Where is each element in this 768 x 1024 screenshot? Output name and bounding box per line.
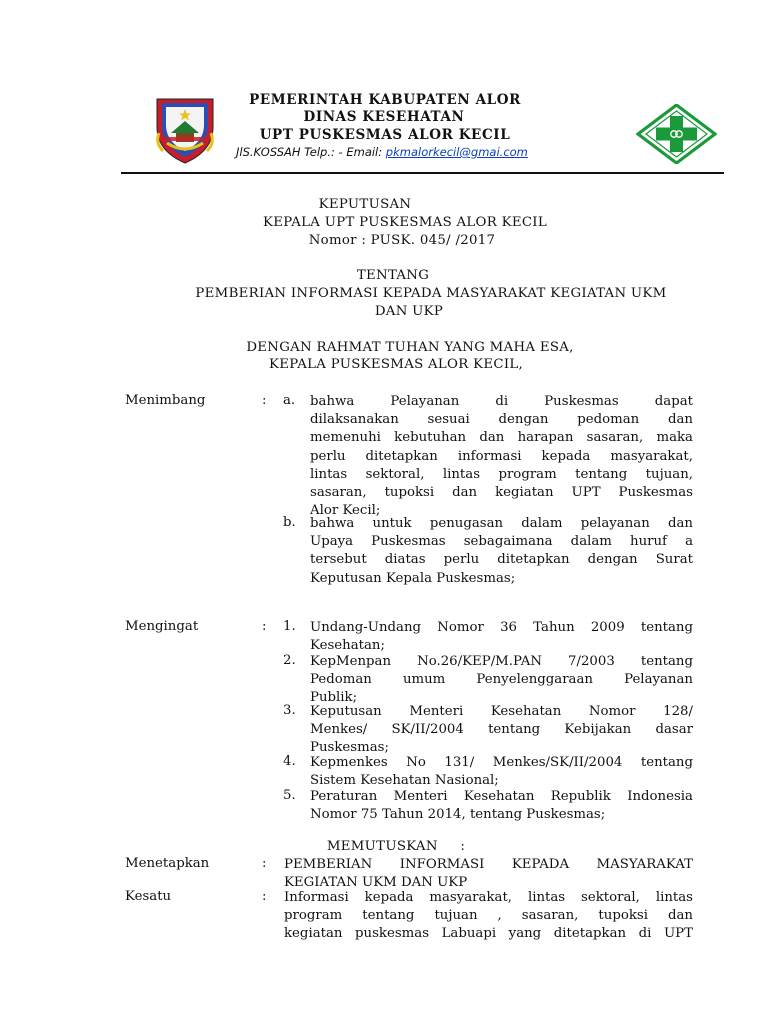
mark-a: a. bbox=[283, 393, 296, 408]
text-line: KepMenpan No.26/KEP/M.PAN 7/2003 tentang bbox=[310, 654, 693, 669]
text-line: lintas sektoral, lintas program tentang tujuan, bbox=[310, 466, 693, 482]
text-line: Keputusan Menteri Kesehatan Nomor 128/ bbox=[310, 704, 693, 719]
mark-1: 1. bbox=[283, 619, 296, 634]
colon-menetapkan: : bbox=[262, 856, 267, 871]
kesatu-text bbox=[284, 889, 693, 944]
text-line: Alor Kecil; bbox=[310, 503, 381, 519]
colon-menimbang: : bbox=[262, 393, 267, 408]
text-line: bahwa untuk penugasan dalam pelayanan dan bbox=[310, 516, 693, 531]
title-keputusan: KEPUTUSAN bbox=[318, 197, 412, 212]
mark-2: 2. bbox=[283, 653, 296, 668]
title-kepala-puskesmas: KEPALA PUSKESMAS ALOR KECIL, bbox=[268, 357, 524, 372]
contact-address: JlS.KOSSAH Telp.: - Email: bbox=[236, 145, 386, 159]
mark-4: 4. bbox=[283, 754, 296, 769]
text-line: Menkes/ SK/II/2004 tentang Kebijakan dasar bbox=[310, 722, 693, 738]
colon-mengingat: : bbox=[262, 619, 267, 634]
title-rahmat: DENGAN RAHMAT TUHAN YANG MAHA ESA, bbox=[246, 340, 574, 355]
mark-3: 3. bbox=[283, 703, 296, 718]
text-line: Upaya Puskesmas sebagaimana dalam huruf a bbox=[310, 534, 693, 550]
text-line: Peraturan Menteri Kesehatan Republik Indonesia bbox=[310, 789, 693, 804]
mengingat-item-2 bbox=[310, 653, 693, 708]
menimbang-point-a bbox=[310, 393, 693, 520]
header-institution: UPT PUSKESMAS ALOR KECIL bbox=[259, 127, 511, 143]
header-government: PEMERINTAH KABUPATEN ALOR bbox=[249, 92, 521, 108]
mengingat-item-5 bbox=[310, 788, 693, 824]
text-line: Undang-Undang Nomor 36 Tahun 2009 tentang bbox=[310, 620, 693, 635]
label-menetapkan: Menetapkan bbox=[125, 856, 210, 871]
title-tentang: TENTANG bbox=[356, 268, 430, 283]
header-divider bbox=[121, 172, 724, 174]
text-line: Kepmenkes No 131/ Menkes/SK/II/2004 tentang bbox=[310, 755, 693, 770]
text-line: Keputusan Kepala Puskesmas; bbox=[310, 570, 516, 586]
mengingat-item-4 bbox=[310, 754, 693, 790]
text-line: program tentang tujuan , sasaran, tupoksi dan bbox=[284, 908, 693, 924]
text-line: sasaran, tupoksi dan kegiatan UPT Puskesmas bbox=[310, 485, 693, 501]
text-line: Nomor 75 Tahun 2014, tentang Puskesmas; bbox=[310, 807, 606, 823]
text-line: Sistem Kesehatan Nasional; bbox=[310, 773, 499, 789]
text-line: memenuhi kebutuhan dan harapan sasaran, maka bbox=[310, 430, 693, 446]
text-line: Kesehatan; bbox=[310, 638, 385, 654]
header-department: DINAS KESEHATAN bbox=[303, 109, 465, 125]
text-line: tersebut diatas perlu ditetapkan dengan Surat bbox=[310, 552, 693, 568]
text-line: PEMBERIAN INFORMASI KEPADA MASYARAKAT bbox=[284, 857, 693, 872]
menimbang-point-b bbox=[310, 515, 693, 588]
mark-b: b. bbox=[283, 515, 296, 530]
contact-email-link[interactable]: pkmalorkecil@gmai.com bbox=[385, 145, 528, 159]
title-kepala: KEPALA UPT PUSKESMAS ALOR KECIL bbox=[263, 215, 547, 230]
text-line: bahwa Pelayanan di Puskesmas dapat bbox=[310, 394, 693, 409]
heading-memutuskan: MEMUTUSKAN : bbox=[326, 839, 466, 854]
label-mengingat: Mengingat bbox=[125, 619, 199, 634]
title-nomor: Nomor : PUSK. 045/ /2017 bbox=[308, 233, 496, 248]
text-line: KEGIATAN UKM DAN UKP bbox=[284, 875, 468, 891]
mengingat-item-3 bbox=[310, 703, 693, 758]
puskesmas-green-cross-icon bbox=[636, 104, 717, 164]
text-line: Informasi kepada masyarakat, lintas sektoral, lintas bbox=[284, 890, 693, 905]
text-line: Pedoman umum Penyelenggaraan Pelayanan bbox=[310, 672, 693, 688]
text-line: dilaksanakan sesuai dengan pedoman dan bbox=[310, 412, 693, 428]
text-line: kegiatan puskesmas Labuapi yang ditetapkan di UPT bbox=[284, 926, 693, 942]
text-line: perlu ditetapkan informasi kepada masyarakat, bbox=[310, 448, 693, 464]
title-subject-line2: DAN UKP bbox=[374, 304, 444, 319]
mengingat-item-1 bbox=[310, 619, 693, 655]
title-subject-line1: PEMBERIAN INFORMASI KEPADA MASYARAKAT KEGIATAN UKM bbox=[195, 286, 667, 301]
mark-5: 5. bbox=[283, 788, 296, 803]
label-menimbang: Menimbang bbox=[125, 393, 206, 408]
colon-kesatu: : bbox=[262, 889, 267, 904]
menetapkan-text bbox=[284, 856, 693, 892]
label-kesatu: Kesatu bbox=[125, 889, 172, 904]
text-line: Puskesmas; bbox=[310, 740, 389, 756]
text-line: Publik; bbox=[310, 690, 358, 706]
header-contact bbox=[236, 145, 528, 159]
